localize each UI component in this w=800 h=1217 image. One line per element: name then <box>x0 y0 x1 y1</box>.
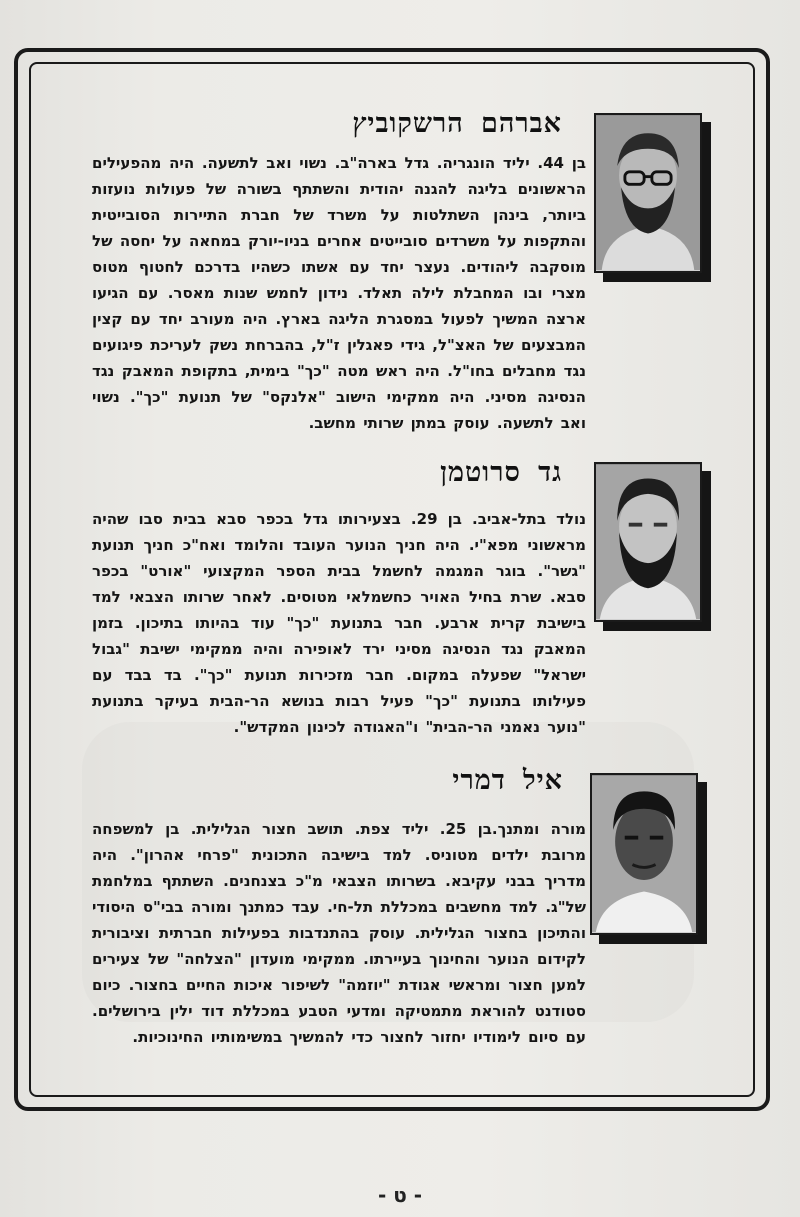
man-with-glasses-icon <box>596 115 700 271</box>
person-name-3: איל דמרי <box>452 765 563 796</box>
page-number: - ט - <box>377 1183 423 1207</box>
person-bio-3: מורה ומתנך.בן 25. יליד צפת. תושב חצור הגלילית. בן למשפחה מרובת ילדים מטוניס. למד בישיבה התכונית "פרחי אהרון". היה מדריך בבני עקיבא. בשרותו הצבאי מ"כ בצנחנים. השתתף במלחמת של"ג. למד מחשבים במכללת תל-חי. עבד כמתנך ומורה בבי"ס היסודי והתיכון בחצור הגלילית. עוסק בהתנדבות בפעילות חברתית וציבורית לקידום הנוער והחינוך בעיירתו. ממקימי מועדון "הצלחה" של צעירים למען חצור ומראשי אגודת "יוזמה" לשיפור איכות החיים בחצור. כיום סטודנט להוראת מתמטיקה ומדעי הטבע במכללת דוד ילין בירושלים. עם סיום לימודיו יחזור לחצור כדי להמשיך במשימותיו החינוכיות. <box>92 820 586 1046</box>
person-bio-2: נולד בתל-אביב. בן 29. בצעירותו גדל בכפר סבא בבית סבו שהיה מראשוני מפא"י. היה חניך הנוער העובד והלומד ואח"כ חניך תנועת "גשר". בוגר המגמה לחשמל בבית הספר המקצועי "אורט" בכפר סבא. שרת בחיל האויר כחשמלאי מטוסים. לאחר שרותו הצבאי למד בישיבת קרית ארבע. חבר בתנועת "כך" עוד בהיותו בתיכון. בזמן המאבק נגד הנסיגה מסיני ירד לאופירה והיה ממקימי ישיבת "גבול ישראל" שפעלה במקום. חבר מזכירות תנועת "כך". בד בבד עם פעילותו בתנועת "כך" פעיל רבות בנושא הר-הבית בעיקר בתנועת "נוער נאמני הר-הבית" ו"האגודה לכינון המקדש". <box>92 510 587 736</box>
bearded-man-icon <box>596 464 700 620</box>
portrait-photo-1 <box>594 113 702 273</box>
portrait-photo-3 <box>590 773 698 935</box>
person-bio-1: בן 44. יליד הונגריה. גדל בארה"ב. נשוי ואב לתשעה. היה מהפעילים הראשונים בליגה להגנה יהודית והשתתף בשורה של פעולות נועזות ביותר, בינהן השתלטות על משרד של חברת התיירות הסובייטית והתקפות על משרדים סובייטים אחרים בניו-יורק במחאה על יחסה של מוסקבה ליהודים. נעצר יחד עם אשתו כשהיו בדרכם לחטוף מטוס מצרי ובו המחבלת לילה תאלד. נידון לחמש שנות מאסר. עם הגיעו ארצה המשיך לפעול במסגרת הליגה בארץ. היה מעורב יחד עם קצין המבצעים של האצ"ל, גידי פאגלין ז"ל, בהברחת נשק לעריכת פיגועים נגד מחבלים בחו"ל. היה ראש מטה "כך" בימית, בתקופת המאבק נגד הנסיגה מסיני. היה ממקימי הישוב "אלנקס" של תנועת "כך". נשוי ואב לתשעה. עוסק במתן שרותי מחשב. <box>92 154 586 432</box>
person-name-2: גד סרוטמן <box>440 457 562 488</box>
portrait-photo-2 <box>594 462 702 622</box>
person-name-1: אברהם הרשקוביץ <box>352 108 562 139</box>
young-man-icon <box>592 775 696 933</box>
